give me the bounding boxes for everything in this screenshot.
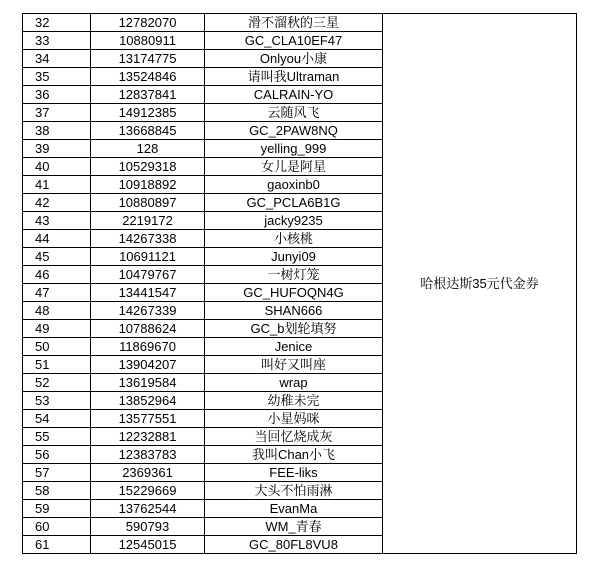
row-number: 33 <box>23 32 91 50</box>
user-id: 590793 <box>91 518 205 536</box>
row-number: 40 <box>23 158 91 176</box>
user-id: 14912385 <box>91 104 205 122</box>
user-id: 13174775 <box>91 50 205 68</box>
user-name: wrap <box>205 374 383 392</box>
user-name: 大头不怕雨淋 <box>205 482 383 500</box>
winners-table-body <box>23 14 577 554</box>
user-id: 10691121 <box>91 248 205 266</box>
row-number: 49 <box>23 320 91 338</box>
user-name: GC_2PAW8NQ <box>205 122 383 140</box>
table-row <box>23 14 577 32</box>
row-number: 52 <box>23 374 91 392</box>
user-name: 叫好又叫座 <box>205 356 383 374</box>
user-name: 云随风飞 <box>205 104 383 122</box>
user-name: 当回忆烧成灰 <box>205 428 383 446</box>
user-id: 2219172 <box>91 212 205 230</box>
user-id: 12545015 <box>91 536 205 554</box>
user-name: 请叫我Ultraman <box>205 68 383 86</box>
user-id: 11869670 <box>91 338 205 356</box>
user-name: GC_HUFOQN4G <box>205 284 383 302</box>
row-number: 48 <box>23 302 91 320</box>
user-name: 小星妈咪 <box>205 410 383 428</box>
user-name: SHAN666 <box>205 302 383 320</box>
row-number: 32 <box>23 14 91 32</box>
user-id: 10788624 <box>91 320 205 338</box>
user-name: yelling_999 <box>205 140 383 158</box>
user-id: 14267339 <box>91 302 205 320</box>
user-name: Onlyou小康 <box>205 50 383 68</box>
user-id: 12232881 <box>91 428 205 446</box>
user-name: gaoxinb0 <box>205 176 383 194</box>
user-id: 10918892 <box>91 176 205 194</box>
user-name: GC_CLA10EF47 <box>205 32 383 50</box>
user-name: GC_80FL8VU8 <box>205 536 383 554</box>
row-number: 46 <box>23 266 91 284</box>
user-name: 我叫Chan小飞 <box>205 446 383 464</box>
user-name: 幼稚未完 <box>205 392 383 410</box>
user-id: 15229669 <box>91 482 205 500</box>
row-number: 45 <box>23 248 91 266</box>
row-number: 60 <box>23 518 91 536</box>
user-name: GC_PCLA6B1G <box>205 194 383 212</box>
row-number: 38 <box>23 122 91 140</box>
user-id: 13852964 <box>91 392 205 410</box>
user-id: 13668845 <box>91 122 205 140</box>
user-name: 女儿是阿星 <box>205 158 383 176</box>
row-number: 55 <box>23 428 91 446</box>
row-number: 42 <box>23 194 91 212</box>
user-id: 13762544 <box>91 500 205 518</box>
user-name: Junyi09 <box>205 248 383 266</box>
user-name: GC_b划轮填努 <box>205 320 383 338</box>
row-number: 43 <box>23 212 91 230</box>
user-name: Jenice <box>205 338 383 356</box>
user-name: CALRAIN-YO <box>205 86 383 104</box>
user-id: 12383783 <box>91 446 205 464</box>
user-id: 13441547 <box>91 284 205 302</box>
row-number: 47 <box>23 284 91 302</box>
user-id: 10880911 <box>91 32 205 50</box>
row-number: 53 <box>23 392 91 410</box>
row-number: 34 <box>23 50 91 68</box>
row-number: 35 <box>23 68 91 86</box>
user-id: 13904207 <box>91 356 205 374</box>
user-id: 10479767 <box>91 266 205 284</box>
row-number: 44 <box>23 230 91 248</box>
row-number: 37 <box>23 104 91 122</box>
row-number: 54 <box>23 410 91 428</box>
user-id: 14267338 <box>91 230 205 248</box>
user-id: 10880897 <box>91 194 205 212</box>
row-number: 61 <box>23 536 91 554</box>
row-number: 50 <box>23 338 91 356</box>
winners-table <box>22 13 577 554</box>
user-id: 12782070 <box>91 14 205 32</box>
row-number: 58 <box>23 482 91 500</box>
user-id: 12837841 <box>91 86 205 104</box>
row-number: 39 <box>23 140 91 158</box>
user-id: 2369361 <box>91 464 205 482</box>
user-name: 滑不溜秋的三星 <box>205 14 383 32</box>
user-id: 13577551 <box>91 410 205 428</box>
user-id: 13524846 <box>91 68 205 86</box>
row-number: 59 <box>23 500 91 518</box>
user-name: 小核桃 <box>205 230 383 248</box>
user-name: jacky9235 <box>205 212 383 230</box>
prize-cell: 哈根达斯35元代金券 <box>383 14 577 554</box>
user-name: 一树灯笼 <box>205 266 383 284</box>
row-number: 51 <box>23 356 91 374</box>
row-number: 36 <box>23 86 91 104</box>
row-number: 41 <box>23 176 91 194</box>
user-id: 13619584 <box>91 374 205 392</box>
user-name: FEE-liks <box>205 464 383 482</box>
user-name: WM_青春 <box>205 518 383 536</box>
user-name: EvanMa <box>205 500 383 518</box>
user-id: 10529318 <box>91 158 205 176</box>
row-number: 57 <box>23 464 91 482</box>
row-number: 56 <box>23 446 91 464</box>
user-id: 128 <box>91 140 205 158</box>
